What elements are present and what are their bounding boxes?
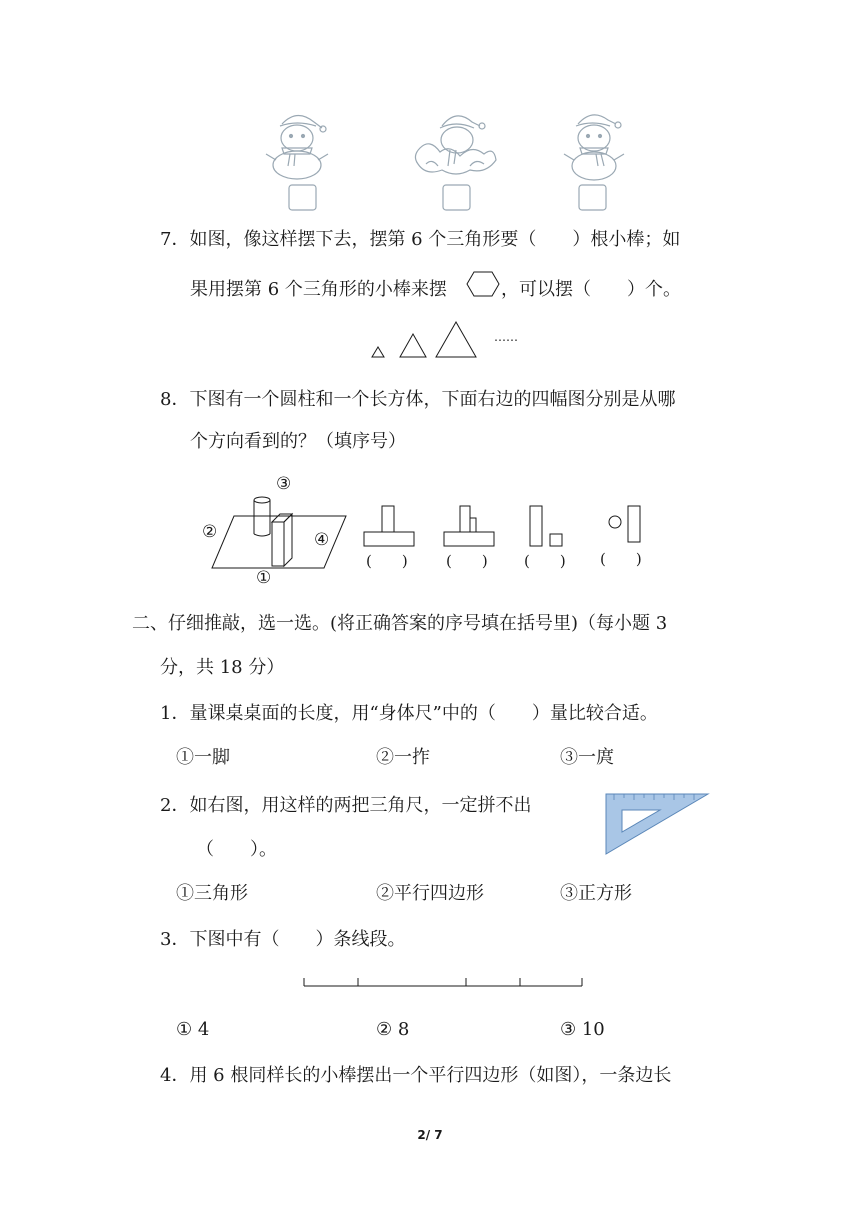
view-figure-3 [526,504,568,548]
triangle-medium [400,334,426,357]
s2q3-option-1[interactable]: ① 4 [176,1019,210,1040]
q8-label-1: ① [256,568,272,588]
view-figure-1 [362,504,418,548]
answer-box-3[interactable] [578,184,608,212]
section2-heading-line2: 分，共 18 分） [160,657,285,678]
s2q3-option-2[interactable]: ② 8 [376,1019,410,1040]
q8-blank-2[interactable]: ( ) [446,552,488,570]
s2q2-option-3[interactable]: ③正方形 [560,883,632,904]
set-square-image [604,792,710,856]
s2q1-option-2[interactable]: ②一拃 [376,747,430,768]
q7-ellipsis: …… [494,330,518,344]
triangle-large [436,322,476,357]
s2q1-option-1[interactable]: ①一脚 [176,747,230,768]
section2-heading-line1: 二、仔细推敲，选一选。(将正确答案的序号填在括号里)（每小题 3 [132,613,668,634]
q8-blank-3[interactable]: ( ) [524,552,566,570]
s2q2-line1: 2．如右图，用这样的两把三角尺，一定拼不出 [160,795,532,816]
s2q1-text: 1．量课桌桌面的长度，用“身体尺”中的（ ）量比较合适。 [160,703,658,724]
q8-label-3: ③ [276,474,292,494]
snowman-image-2 [410,108,500,184]
view-figure-2 [442,504,498,548]
snowman-image-3 [562,108,628,182]
q7-line1: 7．如图，像这样摆下去，摆第 6 个三角形要（ ）根小棒；如 [160,229,681,250]
s2q3-text: 3．下图中有（ ）条线段。 [160,929,406,950]
q8-line2: 个方向看到的？（填序号） [190,431,406,452]
q8-label-2: ② [202,522,218,542]
s2q2-option-2[interactable]: ②平行四边形 [376,883,484,904]
q7-line2a: 果用摆第 6 个三角形的小棒来摆 [190,279,447,300]
s2q2-line2: （ ）。 [196,839,277,860]
hexagon-icon [466,270,500,298]
s2q1-option-3[interactable]: ③一庹 [560,747,614,768]
q8-label-4: ④ [314,530,330,550]
s2q3-option-3[interactable]: ③ 10 [560,1019,605,1040]
triangle-small [372,347,384,357]
answer-box-1[interactable] [288,184,318,212]
q8-blank-4[interactable]: ( ) [600,550,642,568]
page-number: 2/ 7 [417,1128,443,1142]
s2q4-line1: 4．用 6 根同样长的小棒摆出一个平行四边形（如图），一条边长 [160,1065,672,1086]
line-segment-figure [302,974,584,992]
view-figure-4 [604,504,646,548]
q7-line2b: ，可以摆（ ）个。 [501,279,681,300]
s2q2-option-1[interactable]: ①三角形 [176,883,248,904]
q8-line1: 8．下图有一个圆柱和一个长方体，下面右边的四幅图分别是从哪 [160,389,676,410]
snowman-image-1 [262,110,332,182]
q8-blank-1[interactable]: ( ) [366,552,408,570]
answer-box-2[interactable] [442,184,472,212]
